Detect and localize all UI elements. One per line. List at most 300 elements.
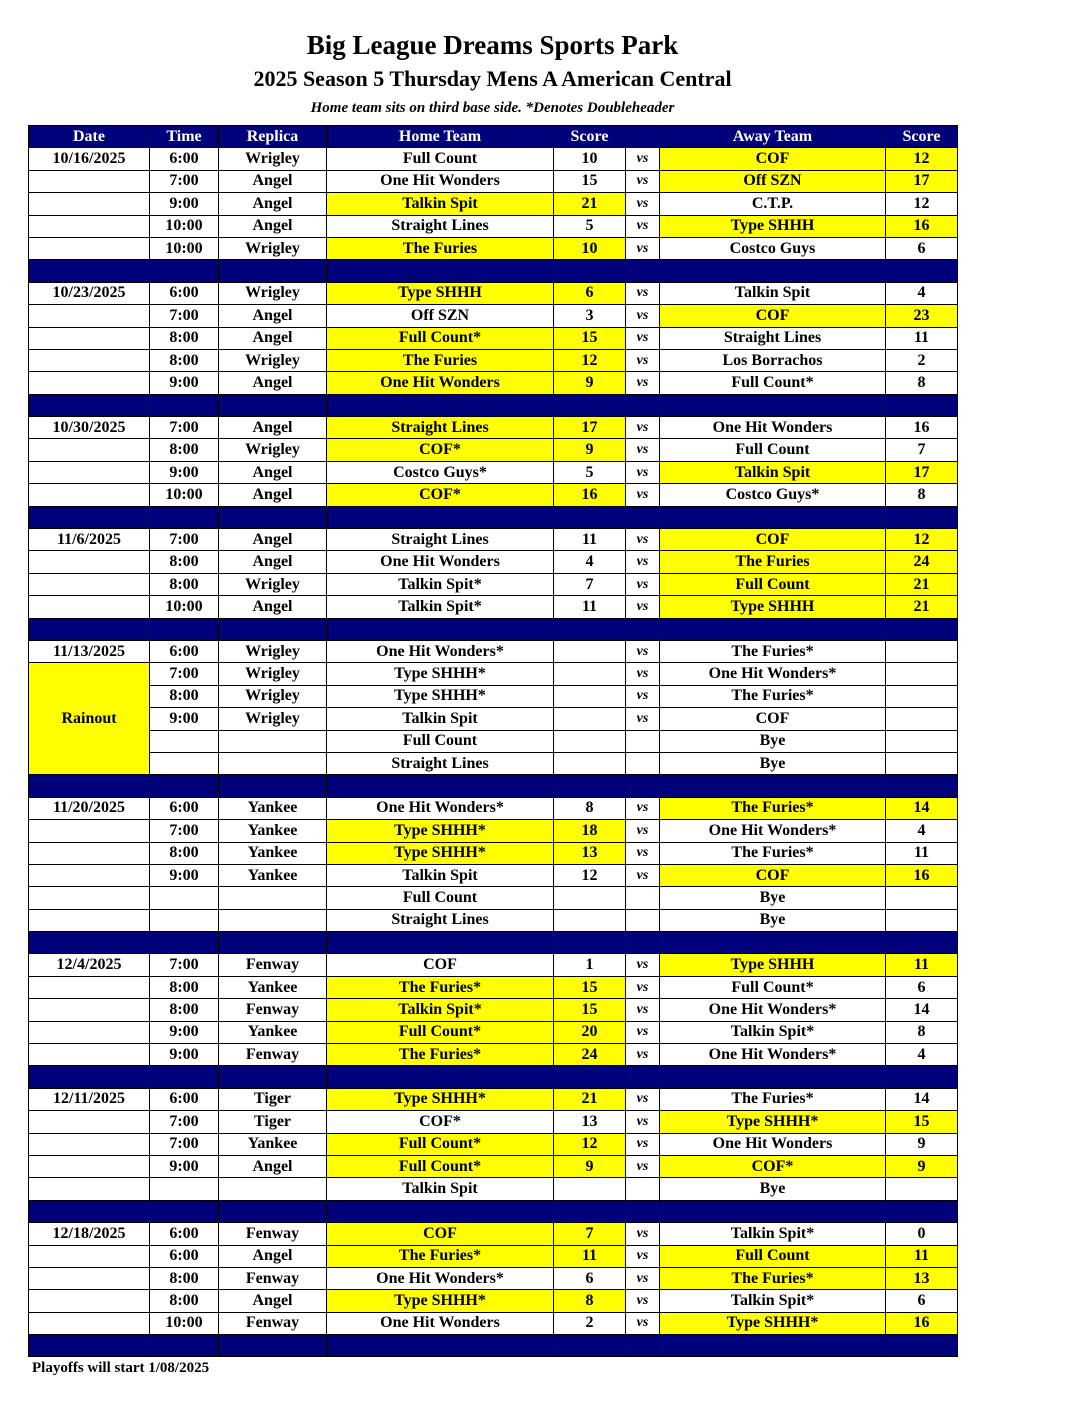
replica-cell: Yankee [219,1021,327,1043]
replica-cell: Fenway [219,1223,327,1245]
table-row [29,954,958,976]
away-score-cell: 17 [886,170,958,192]
date-cell [29,327,150,349]
separator-cell [886,932,958,954]
date-cell: 11/6/2025 [29,529,150,551]
date-cell [29,820,150,842]
vs-cell: vs [626,215,660,237]
table-row [29,305,958,327]
away-team-cell: The Furies [660,551,886,573]
away-team-cell: COF [660,305,886,327]
home-score-cell: 4 [554,551,626,573]
home-team-cell: Talkin Spit* [327,999,554,1021]
away-score-cell: 16 [886,864,958,886]
week-separator-row [29,618,958,640]
table-row [29,349,958,371]
table-row [29,461,958,483]
away-team-cell: Full Count [660,439,886,461]
replica-cell: Angel [219,170,327,192]
separator-cell [554,394,626,416]
separator-cell [150,1200,219,1222]
home-team-cell: Full Count [327,148,554,170]
away-score-cell: 14 [886,999,958,1021]
home-team-cell: Talkin Spit [327,1178,554,1200]
home-score-cell: 7 [554,573,626,595]
separator-cell [29,1335,150,1357]
away-score-cell: 21 [886,573,958,595]
time-cell [150,730,219,752]
away-team-cell: Off SZN [660,170,886,192]
vs-cell: vs [626,417,660,439]
replica-cell: Angel [219,551,327,573]
separator-cell [660,1066,886,1088]
separator-cell [327,1066,554,1088]
table-row [29,685,958,707]
table-row [29,1133,958,1155]
home-score-cell: 24 [554,1044,626,1066]
replica-cell: Wrigley [219,148,327,170]
home-team-cell: Full Count* [327,327,554,349]
separator-cell [626,1200,660,1222]
separator-cell [660,1335,886,1357]
separator-cell [29,618,150,640]
home-team-cell: Straight Lines [327,417,554,439]
home-score-cell: 20 [554,1021,626,1043]
away-team-cell: COF [660,708,886,730]
time-cell: 8:00 [150,1290,219,1312]
separator-cell [660,618,886,640]
home-score-cell: 13 [554,1111,626,1133]
table-row [29,730,958,752]
away-score-cell: 2 [886,349,958,371]
home-team-cell: COF [327,954,554,976]
date-cell [29,1133,150,1155]
table-row [29,215,958,237]
vs-cell: vs [626,193,660,215]
away-team-cell: C.T.P. [660,193,886,215]
date-cell [29,439,150,461]
away-team-cell: COF [660,148,886,170]
home-score-cell: 18 [554,820,626,842]
time-cell: 9:00 [150,1021,219,1043]
vs-cell: vs [626,1155,660,1177]
page-title: Big League Dreams Sports Park [306,30,679,60]
date-cell [29,305,150,327]
separator-cell [219,394,327,416]
away-team-cell: Full Count [660,1245,886,1267]
table-row [29,484,958,506]
table-row [29,752,958,774]
date-cell: 10/16/2025 [29,148,150,170]
away-team-cell: Bye [660,752,886,774]
replica-cell: Yankee [219,820,327,842]
home-team-cell: Full Count* [327,1133,554,1155]
time-cell: 10:00 [150,1312,219,1334]
away-team-cell: Type SHHH [660,596,886,618]
vs-cell [626,730,660,752]
table-row [29,417,958,439]
replica-cell: Yankee [219,864,327,886]
table-row [29,1111,958,1133]
home-score-cell: 17 [554,417,626,439]
away-team-cell: Type SHHH* [660,1111,886,1133]
week-separator-row [29,775,958,797]
replica-cell: Fenway [219,999,327,1021]
away-team-cell: Full Count* [660,372,886,394]
time-cell: 9:00 [150,193,219,215]
home-team-cell: Full Count [327,887,554,909]
replica-cell: Angel [219,305,327,327]
vs-cell: vs [626,663,660,685]
separator-cell [29,394,150,416]
separator-cell [554,260,626,282]
replica-cell: Angel [219,484,327,506]
vs-cell: vs [626,1312,660,1334]
home-team-cell: Talkin Spit [327,864,554,886]
replica-cell: Wrigley [219,708,327,730]
replica-cell [219,730,327,752]
away-score-cell: 8 [886,1021,958,1043]
away-score-cell: 15 [886,1111,958,1133]
vs-cell: vs [626,1088,660,1110]
time-cell: 8:00 [150,349,219,371]
home-team-cell: One Hit Wonders* [327,640,554,662]
home-score-cell: 6 [554,1267,626,1289]
separator-cell [219,260,327,282]
separator-cell [327,1335,554,1357]
separator-cell [219,775,327,797]
time-cell: 8:00 [150,573,219,595]
away-team-cell: Costco Guys [660,237,886,259]
table-row [29,1267,958,1289]
away-team-cell: Type SHHH [660,215,886,237]
replica-cell: Yankee [219,797,327,819]
home-team-cell: The Furies* [327,1044,554,1066]
table-row [29,887,958,909]
table-row [29,1088,958,1110]
away-team-cell: Talkin Spit [660,282,886,304]
separator-cell [660,394,886,416]
away-team-cell: COF* [660,1155,886,1177]
week-separator-row [29,1066,958,1088]
week-separator-row [29,260,958,282]
week-separator-row [29,932,958,954]
home-score-cell: 7 [554,1223,626,1245]
time-cell: 10:00 [150,237,219,259]
home-score-cell: 11 [554,529,626,551]
home-score-cell: 13 [554,842,626,864]
away-team-cell: Straight Lines [660,327,886,349]
away-score-cell: 0 [886,1223,958,1245]
date-cell [29,1178,150,1200]
home-team-cell: Type SHHH* [327,1088,554,1110]
vs-cell: vs [626,708,660,730]
separator-cell [626,618,660,640]
col-header-time: Time [150,126,219,148]
home-team-cell: Type SHHH [327,282,554,304]
replica-cell: Angel [219,327,327,349]
away-score-cell: 11 [886,327,958,349]
time-cell: 8:00 [150,551,219,573]
home-team-cell: COF* [327,439,554,461]
home-score-cell: 12 [554,1133,626,1155]
table-row [29,864,958,886]
away-score-cell: 12 [886,148,958,170]
col-header-replica: Replica [219,126,327,148]
away-team-cell: Bye [660,730,886,752]
away-score-cell [886,708,958,730]
replica-cell: Angel [219,596,327,618]
separator-cell [29,1066,150,1088]
separator-cell [150,506,219,528]
table-row [29,842,958,864]
home-team-cell: Talkin Spit [327,193,554,215]
home-score-cell [554,708,626,730]
time-cell: 7:00 [150,305,219,327]
time-cell: 8:00 [150,999,219,1021]
date-cell: 11/13/2025 [29,640,150,662]
separator-cell [626,775,660,797]
away-score-cell: 6 [886,976,958,998]
time-cell: 6:00 [150,148,219,170]
date-cell: 12/18/2025 [29,1223,150,1245]
home-team-cell: Type SHHH* [327,842,554,864]
separator-cell [554,932,626,954]
separator-cell [886,618,958,640]
away-team-cell: One Hit Wonders [660,1133,886,1155]
away-score-cell [886,640,958,662]
replica-cell: Angel [219,1155,327,1177]
time-cell: 7:00 [150,529,219,551]
home-score-cell: 11 [554,1245,626,1267]
time-cell: 7:00 [150,1133,219,1155]
away-team-cell: Talkin Spit* [660,1021,886,1043]
away-team-cell: One Hit Wonders* [660,820,886,842]
date-cell [29,1021,150,1043]
home-score-cell: 9 [554,1155,626,1177]
time-cell [150,1178,219,1200]
away-score-cell: 16 [886,1312,958,1334]
separator-cell [150,1066,219,1088]
away-score-cell [886,909,958,931]
away-score-cell: 11 [886,954,958,976]
home-team-cell: Straight Lines [327,752,554,774]
date-cell [29,349,150,371]
date-cell [29,1111,150,1133]
separator-cell [660,260,886,282]
date-cell [29,484,150,506]
week-separator-row [29,1335,958,1357]
replica-cell: Angel [219,215,327,237]
away-score-cell [886,685,958,707]
separator-cell [660,775,886,797]
date-cell [29,864,150,886]
home-team-cell: Type SHHH* [327,820,554,842]
home-team-cell: Costco Guys* [327,461,554,483]
vs-cell: vs [626,976,660,998]
away-score-cell [886,663,958,685]
away-score-cell: 14 [886,1088,958,1110]
home-score-cell [554,909,626,931]
separator-cell [554,618,626,640]
away-score-cell: 4 [886,282,958,304]
away-score-cell: 7 [886,439,958,461]
home-team-cell: Talkin Spit* [327,596,554,618]
date-cell [29,372,150,394]
home-team-cell: Straight Lines [327,909,554,931]
vs-cell: vs [626,842,660,864]
away-team-cell: Los Borrachos [660,349,886,371]
separator-cell [29,932,150,954]
time-cell: 6:00 [150,282,219,304]
away-score-cell [886,1178,958,1200]
date-cell [29,215,150,237]
replica-cell: Yankee [219,842,327,864]
table-row [29,797,958,819]
time-cell: 9:00 [150,372,219,394]
vs-cell: vs [626,170,660,192]
date-cell [29,1044,150,1066]
vs-cell: vs [626,1044,660,1066]
table-row [29,439,958,461]
vs-cell: vs [626,999,660,1021]
home-score-cell [554,752,626,774]
replica-cell: Fenway [219,1267,327,1289]
away-team-cell: One Hit Wonders* [660,999,886,1021]
vs-cell: vs [626,349,660,371]
away-team-cell: Type SHHH [660,954,886,976]
time-cell: 7:00 [150,417,219,439]
time-cell [150,909,219,931]
table-row [29,596,958,618]
home-team-cell: One Hit Wonders [327,170,554,192]
separator-cell [626,1066,660,1088]
vs-cell: vs [626,1021,660,1043]
separator-cell [327,618,554,640]
date-cell [29,573,150,595]
home-team-cell: The Furies [327,237,554,259]
separator-cell [660,932,886,954]
home-score-cell: 9 [554,439,626,461]
vs-cell: vs [626,685,660,707]
separator-cell [660,506,886,528]
home-score-cell: 2 [554,1312,626,1334]
separator-cell [327,932,554,954]
separator-cell [327,506,554,528]
vs-cell [626,909,660,931]
separator-cell [886,260,958,282]
replica-cell [219,752,327,774]
home-score-cell: 21 [554,1088,626,1110]
table-row [29,999,958,1021]
time-cell: 7:00 [150,820,219,842]
away-score-cell [886,887,958,909]
home-score-cell: 9 [554,372,626,394]
date-cell [29,237,150,259]
time-cell: 8:00 [150,842,219,864]
date-cell [29,1155,150,1177]
table-row [29,708,958,730]
home-team-cell: One Hit Wonders* [327,797,554,819]
home-score-cell [554,685,626,707]
table-row [29,976,958,998]
replica-cell: Wrigley [219,685,327,707]
away-team-cell: The Furies* [660,797,886,819]
separator-cell [150,260,219,282]
date-cell: 10/23/2025 [29,282,150,304]
away-score-cell: 13 [886,1267,958,1289]
vs-cell [626,752,660,774]
footer-note: Playoffs will start 1/08/2025 [32,1360,210,1376]
time-cell: 8:00 [150,1267,219,1289]
separator-cell [886,506,958,528]
home-team-cell: The Furies* [327,1245,554,1267]
date-cell [29,1290,150,1312]
vs-cell: vs [626,640,660,662]
replica-cell: Wrigley [219,663,327,685]
away-team-cell: Talkin Spit* [660,1223,886,1245]
time-cell: 9:00 [150,708,219,730]
vs-cell: vs [626,282,660,304]
separator-cell [626,506,660,528]
time-cell: 8:00 [150,976,219,998]
date-cell [29,1245,150,1267]
away-score-cell: 8 [886,372,958,394]
away-team-cell: The Furies* [660,640,886,662]
vs-cell: vs [626,529,660,551]
table-row [29,820,958,842]
table-row [29,237,958,259]
separator-cell [626,932,660,954]
away-score-cell: 23 [886,305,958,327]
replica-cell [219,909,327,931]
date-cell [29,170,150,192]
date-cell [29,887,150,909]
separator-cell [150,932,219,954]
home-team-cell: Full Count* [327,1155,554,1177]
date-cell: 11/20/2025 [29,797,150,819]
separator-cell [626,1335,660,1357]
home-score-cell [554,663,626,685]
replica-cell: Angel [219,1245,327,1267]
separator-cell [219,1335,327,1357]
replica-cell: Yankee [219,1133,327,1155]
time-cell: 10:00 [150,596,219,618]
separator-cell [29,506,150,528]
week-separator-row [29,506,958,528]
replica-cell: Fenway [219,1312,327,1334]
replica-cell: Wrigley [219,640,327,662]
vs-cell: vs [626,1133,660,1155]
separator-cell [554,775,626,797]
away-team-cell: One Hit Wonders* [660,663,886,685]
replica-cell: Tiger [219,1088,327,1110]
home-team-cell: COF* [327,1111,554,1133]
separator-cell [660,1200,886,1222]
separator-cell [554,1200,626,1222]
date-cell [29,976,150,998]
vs-cell: vs [626,820,660,842]
home-score-cell: 15 [554,170,626,192]
away-team-cell: Bye [660,887,886,909]
away-team-cell: Talkin Spit* [660,1290,886,1312]
separator-cell [886,1066,958,1088]
separator-cell [29,260,150,282]
vs-cell: vs [626,1223,660,1245]
time-cell: 9:00 [150,1155,219,1177]
table-row [29,148,958,170]
col-header-away-score: Score [886,126,958,148]
